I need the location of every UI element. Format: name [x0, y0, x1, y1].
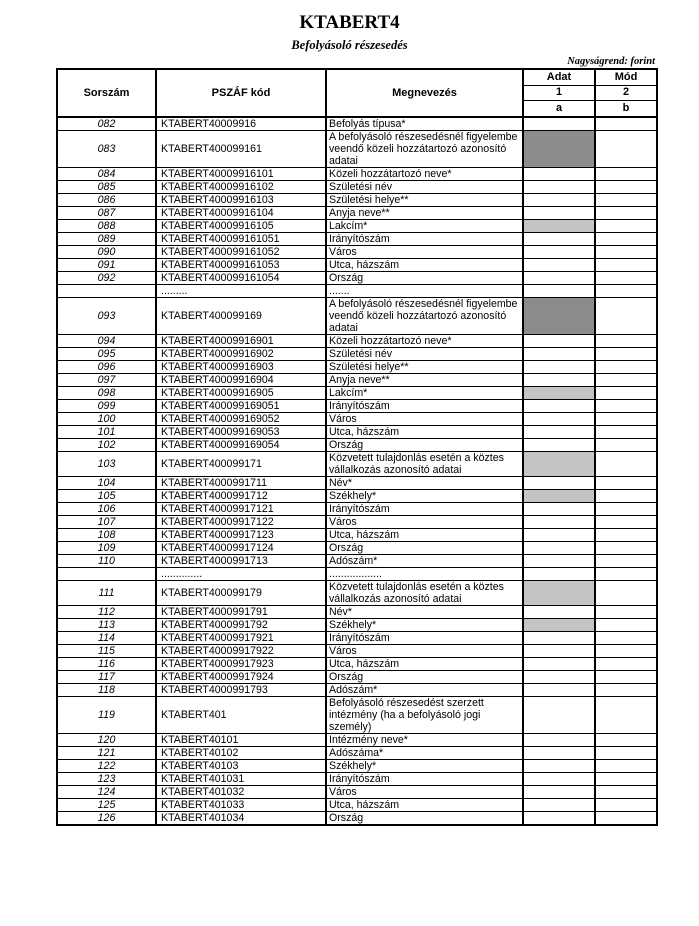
row-name: Utca, házszám	[326, 426, 523, 439]
row-number: 090	[57, 246, 156, 259]
table-row	[57, 697, 657, 734]
row-name: Születési név	[326, 348, 523, 361]
row-mod-cell[interactable]	[595, 697, 657, 734]
row-number: 113	[57, 619, 156, 632]
row-mod-cell[interactable]	[595, 747, 657, 760]
table-row	[57, 747, 657, 760]
row-code: KTABERT4000991712	[156, 490, 326, 503]
col-header-sorszam: Sorszám	[57, 69, 156, 117]
row-name: Anyja neve**	[326, 374, 523, 387]
row-number: 100	[57, 413, 156, 426]
row-adat-cell[interactable]	[523, 194, 595, 207]
table-row	[57, 272, 657, 285]
row-adat-cell[interactable]	[523, 632, 595, 645]
row-number: 105	[57, 490, 156, 503]
row-name: Születési helye**	[326, 361, 523, 374]
row-mod-cell[interactable]	[595, 568, 657, 581]
row-name: Utca, házszám	[326, 529, 523, 542]
row-code: KTABERT400099169052	[156, 413, 326, 426]
row-adat-cell[interactable]	[523, 658, 595, 671]
row-code: KTABERT400099169	[156, 298, 326, 335]
row-name: Intézmény neve*	[326, 734, 523, 747]
row-number: 094	[57, 335, 156, 348]
row-number: 098	[57, 387, 156, 400]
row-code: KTABERT400099161054	[156, 272, 326, 285]
row-adat-cell[interactable]	[523, 606, 595, 619]
row-code: KTABERT400099171	[156, 452, 326, 477]
row-adat-cell[interactable]	[523, 272, 595, 285]
table-row	[57, 168, 657, 181]
row-number: 120	[57, 734, 156, 747]
row-adat-cell[interactable]	[523, 400, 595, 413]
row-code: KTABERT400099169054	[156, 439, 326, 452]
row-adat-cell[interactable]	[523, 555, 595, 568]
row-name: Utca, házszám	[326, 259, 523, 272]
row-name: Születési helye**	[326, 194, 523, 207]
row-code: KTABERT40009916905	[156, 387, 326, 400]
row-name: Adószám*	[326, 555, 523, 568]
row-mod-cell[interactable]	[595, 606, 657, 619]
row-mod-cell[interactable]	[595, 335, 657, 348]
table-row	[57, 555, 657, 568]
row-mod-cell[interactable]	[595, 619, 657, 632]
row-adat-cell[interactable]	[523, 298, 595, 335]
row-code: KTABERT40009917123	[156, 529, 326, 542]
table-row	[57, 734, 657, 747]
row-mod-cell[interactable]	[595, 786, 657, 799]
table-row	[57, 439, 657, 452]
row-number: 122	[57, 760, 156, 773]
row-number: 096	[57, 361, 156, 374]
col-header-mod: Mód	[595, 69, 657, 85]
row-adat-cell[interactable]	[523, 581, 595, 606]
row-adat-cell[interactable]	[523, 387, 595, 400]
unit-note: Nagyságrend: forint	[567, 56, 655, 67]
col-header-megnevezes: Megnevezés	[326, 69, 523, 117]
row-adat-cell[interactable]	[523, 786, 595, 799]
row-adat-cell[interactable]	[523, 645, 595, 658]
table-row	[57, 812, 657, 826]
row-adat-cell[interactable]	[523, 697, 595, 734]
row-code: KTABERT4000991711	[156, 477, 326, 490]
row-mod-cell[interactable]	[595, 272, 657, 285]
row-number: 111	[57, 581, 156, 606]
row-adat-cell[interactable]	[523, 246, 595, 259]
table-row	[57, 387, 657, 400]
table-row	[57, 671, 657, 684]
row-adat-cell[interactable]	[523, 671, 595, 684]
row-adat-cell[interactable]	[523, 168, 595, 181]
row-mod-cell[interactable]	[595, 799, 657, 812]
row-name: Város	[326, 413, 523, 426]
row-name: .......	[326, 285, 523, 298]
table-row	[57, 131, 657, 168]
row-number: 088	[57, 220, 156, 233]
row-code: KTABERT40009916904	[156, 374, 326, 387]
table-row	[57, 773, 657, 786]
row-name: Ország	[326, 812, 523, 826]
row-adat-cell[interactable]	[523, 181, 595, 194]
table-row	[57, 606, 657, 619]
page-title: KTABERT4	[299, 12, 400, 33]
row-code: KTABERT40009916903	[156, 361, 326, 374]
row-code: KTABERT40009916103	[156, 194, 326, 207]
row-mod-cell[interactable]	[595, 773, 657, 786]
page-subtitle: Befolyásoló részesedés	[291, 38, 408, 52]
row-name: Irányítószám	[326, 400, 523, 413]
row-number: 110	[57, 555, 156, 568]
row-name: Utca, házszám	[326, 799, 523, 812]
table-row	[57, 568, 657, 581]
row-code: KTABERT400099169053	[156, 426, 326, 439]
row-number: 124	[57, 786, 156, 799]
table-row	[57, 348, 657, 361]
row-mod-cell[interactable]	[595, 181, 657, 194]
col-header-mod-num: 2	[595, 85, 657, 101]
row-name: Ország	[326, 542, 523, 555]
table-row	[57, 684, 657, 697]
row-adat-cell[interactable]	[523, 799, 595, 812]
row-number: 106	[57, 503, 156, 516]
row-code: KTABERT40009917922	[156, 645, 326, 658]
row-code: KTABERT40009916105	[156, 220, 326, 233]
row-code: KTABERT40009916104	[156, 207, 326, 220]
row-name: Város	[326, 645, 523, 658]
row-name: Befolyás típusa*	[326, 117, 523, 131]
row-name: Közeli hozzátartozó neve*	[326, 168, 523, 181]
table-body	[57, 117, 657, 825]
row-mod-cell[interactable]	[595, 285, 657, 298]
table-row	[57, 581, 657, 606]
table-row	[57, 259, 657, 272]
row-adat-cell[interactable]	[523, 516, 595, 529]
col-header-pszaf: PSZÁF kód	[156, 69, 326, 117]
row-adat-cell[interactable]	[523, 374, 595, 387]
table-row	[57, 799, 657, 812]
row-number: 114	[57, 632, 156, 645]
row-adat-cell[interactable]	[523, 361, 595, 374]
row-code: KTABERT40009917124	[156, 542, 326, 555]
row-number: 108	[57, 529, 156, 542]
row-code: KTABERT40009916102	[156, 181, 326, 194]
row-adat-cell[interactable]	[523, 503, 595, 516]
row-name: Adószám*	[326, 684, 523, 697]
table-row	[57, 490, 657, 503]
row-code: KTABERT40009916901	[156, 335, 326, 348]
row-name: Közeli hozzátartozó neve*	[326, 335, 523, 348]
row-number	[57, 285, 156, 298]
row-code: KTABERT400099179	[156, 581, 326, 606]
table-row	[57, 181, 657, 194]
table-row	[57, 658, 657, 671]
row-code: KTABERT40009916	[156, 117, 326, 131]
row-adat-cell[interactable]	[523, 452, 595, 477]
col-header-adat: Adat	[523, 69, 595, 85]
table-row	[57, 233, 657, 246]
row-number: 091	[57, 259, 156, 272]
row-number: 126	[57, 812, 156, 826]
table-row	[57, 207, 657, 220]
row-mod-cell[interactable]	[595, 233, 657, 246]
row-mod-cell[interactable]	[595, 439, 657, 452]
row-code: KTABERT400099161052	[156, 246, 326, 259]
row-name: Születési név	[326, 181, 523, 194]
row-mod-cell[interactable]	[595, 477, 657, 490]
row-mod-cell[interactable]	[595, 374, 657, 387]
row-number: 095	[57, 348, 156, 361]
table-row	[57, 645, 657, 658]
row-number: 104	[57, 477, 156, 490]
table-row	[57, 246, 657, 259]
row-name: Ország	[326, 272, 523, 285]
row-adat-cell[interactable]	[523, 773, 595, 786]
table-row	[57, 619, 657, 632]
row-mod-cell[interactable]	[595, 348, 657, 361]
row-name: ..................	[326, 568, 523, 581]
row-adat-cell[interactable]	[523, 426, 595, 439]
row-code: KTABERT40101	[156, 734, 326, 747]
row-name: Utca, házszám	[326, 658, 523, 671]
row-code: ..............	[156, 568, 326, 581]
row-number: 086	[57, 194, 156, 207]
row-name: A befolyásoló részesedésnél figyelembe veendő közeli hozzátartozó azonosító adatai	[326, 298, 523, 335]
row-adat-cell[interactable]	[523, 734, 595, 747]
row-mod-cell[interactable]	[595, 207, 657, 220]
table-row	[57, 413, 657, 426]
row-number: 121	[57, 747, 156, 760]
row-number: 103	[57, 452, 156, 477]
row-number: 099	[57, 400, 156, 413]
row-adat-cell[interactable]	[523, 207, 595, 220]
table-row	[57, 452, 657, 477]
row-name: Név*	[326, 606, 523, 619]
table-row	[57, 285, 657, 298]
table-row	[57, 335, 657, 348]
row-number: 089	[57, 233, 156, 246]
row-mod-cell[interactable]	[595, 194, 657, 207]
row-number: 118	[57, 684, 156, 697]
table-row	[57, 503, 657, 516]
row-name: A befolyásoló részesedésnél figyelembe veendő közeli hozzátartozó azonosító adatai	[326, 131, 523, 168]
row-adat-cell[interactable]	[523, 747, 595, 760]
row-number: 116	[57, 658, 156, 671]
row-code: KTABERT40009917924	[156, 671, 326, 684]
row-mod-cell[interactable]	[595, 542, 657, 555]
row-name: Irányítószám	[326, 233, 523, 246]
row-adat-cell[interactable]	[523, 285, 595, 298]
row-mod-cell[interactable]	[595, 555, 657, 568]
row-mod-cell[interactable]	[595, 684, 657, 697]
row-number: 084	[57, 168, 156, 181]
row-mod-cell[interactable]	[595, 131, 657, 168]
row-mod-cell[interactable]	[595, 426, 657, 439]
row-number: 092	[57, 272, 156, 285]
row-adat-cell[interactable]	[523, 117, 595, 131]
row-name: Irányítószám	[326, 632, 523, 645]
row-adat-cell[interactable]	[523, 233, 595, 246]
table-row	[57, 426, 657, 439]
row-adat-cell[interactable]	[523, 760, 595, 773]
row-mod-cell[interactable]	[595, 503, 657, 516]
row-mod-cell[interactable]	[595, 516, 657, 529]
row-name: Város	[326, 786, 523, 799]
row-name: Lakcím*	[326, 387, 523, 400]
row-number: 083	[57, 131, 156, 168]
row-code: KTABERT40103	[156, 760, 326, 773]
row-number: 097	[57, 374, 156, 387]
table-row	[57, 760, 657, 773]
row-adat-cell[interactable]	[523, 568, 595, 581]
row-number: 102	[57, 439, 156, 452]
row-code: KTABERT40009916101	[156, 168, 326, 181]
row-name: Anyja neve**	[326, 207, 523, 220]
row-number: 115	[57, 645, 156, 658]
table-row	[57, 400, 657, 413]
row-mod-cell[interactable]	[595, 117, 657, 131]
row-name: Irányítószám	[326, 503, 523, 516]
row-name: Város	[326, 516, 523, 529]
row-mod-cell[interactable]	[595, 658, 657, 671]
row-adat-cell[interactable]	[523, 220, 595, 233]
table-row	[57, 542, 657, 555]
row-number: 107	[57, 516, 156, 529]
row-name: Befolyásoló részesedést szerzett intézmény (ha a befolyásoló jogi személy)	[326, 697, 523, 734]
row-mod-cell[interactable]	[595, 387, 657, 400]
row-code: KTABERT40102	[156, 747, 326, 760]
row-code: KTABERT40009916902	[156, 348, 326, 361]
row-number: 125	[57, 799, 156, 812]
table-row	[57, 477, 657, 490]
row-mod-cell[interactable]	[595, 298, 657, 335]
row-number: 087	[57, 207, 156, 220]
row-code: KTABERT4000991793	[156, 684, 326, 697]
row-code: KTABERT4000991792	[156, 619, 326, 632]
row-number: 093	[57, 298, 156, 335]
row-adat-cell[interactable]	[523, 812, 595, 826]
row-code: KTABERT401034	[156, 812, 326, 826]
row-number: 123	[57, 773, 156, 786]
row-number: 109	[57, 542, 156, 555]
row-code: KTABERT401033	[156, 799, 326, 812]
col-header-mod-letter: b	[595, 101, 657, 117]
row-code: KTABERT401031	[156, 773, 326, 786]
table-row	[57, 786, 657, 799]
row-adat-cell[interactable]	[523, 529, 595, 542]
table-row	[57, 632, 657, 645]
row-adat-cell[interactable]	[523, 439, 595, 452]
row-name: Közvetett tulajdonlás esetén a köztes vállalkozás azonosító adatai	[326, 452, 523, 477]
table-row	[57, 194, 657, 207]
row-number: 101	[57, 426, 156, 439]
row-adat-cell[interactable]	[523, 131, 595, 168]
row-mod-cell[interactable]	[595, 529, 657, 542]
row-adat-cell[interactable]	[523, 348, 595, 361]
row-name: Város	[326, 246, 523, 259]
row-mod-cell[interactable]	[595, 490, 657, 503]
col-header-adat-num: 1	[523, 85, 595, 101]
row-mod-cell[interactable]	[595, 760, 657, 773]
row-code: KTABERT4000991791	[156, 606, 326, 619]
row-mod-cell[interactable]	[595, 632, 657, 645]
row-mod-cell[interactable]	[595, 361, 657, 374]
row-mod-cell[interactable]	[595, 734, 657, 747]
row-code: KTABERT401	[156, 697, 326, 734]
table-row	[57, 529, 657, 542]
row-code: KTABERT40009917122	[156, 516, 326, 529]
row-mod-cell[interactable]	[595, 671, 657, 684]
row-mod-cell[interactable]	[595, 812, 657, 826]
row-number: 082	[57, 117, 156, 131]
row-mod-cell[interactable]	[595, 400, 657, 413]
row-name: Közvetett tulajdonlás esetén a köztes vállalkozás azonosító adatai	[326, 581, 523, 606]
row-name: Adószáma*	[326, 747, 523, 760]
row-adat-cell[interactable]	[523, 684, 595, 697]
row-name: Székhely*	[326, 490, 523, 503]
row-code: KTABERT40009917923	[156, 658, 326, 671]
row-mod-cell[interactable]	[595, 259, 657, 272]
table-row	[57, 220, 657, 233]
data-table	[56, 68, 658, 826]
row-code: KTABERT40009917921	[156, 632, 326, 645]
row-code: KTABERT400099161053	[156, 259, 326, 272]
row-code: KTABERT400099161	[156, 131, 326, 168]
row-code: .........	[156, 285, 326, 298]
row-mod-cell[interactable]	[595, 413, 657, 426]
row-mod-cell[interactable]	[595, 168, 657, 181]
row-adat-cell[interactable]	[523, 413, 595, 426]
row-adat-cell[interactable]	[523, 490, 595, 503]
row-code: KTABERT400099161051	[156, 233, 326, 246]
row-number: 117	[57, 671, 156, 684]
row-code: KTABERT4000991713	[156, 555, 326, 568]
row-adat-cell[interactable]	[523, 619, 595, 632]
table-row	[57, 361, 657, 374]
row-mod-cell[interactable]	[595, 246, 657, 259]
row-code: KTABERT401032	[156, 786, 326, 799]
row-adat-cell[interactable]	[523, 259, 595, 272]
row-name: Ország	[326, 439, 523, 452]
table-row	[57, 374, 657, 387]
row-number: 085	[57, 181, 156, 194]
table-row	[57, 117, 657, 131]
table-row	[57, 516, 657, 529]
row-number: 119	[57, 697, 156, 734]
row-adat-cell[interactable]	[523, 542, 595, 555]
row-mod-cell[interactable]	[595, 645, 657, 658]
row-name: Székhely*	[326, 619, 523, 632]
row-name: Ország	[326, 671, 523, 684]
table-row	[57, 298, 657, 335]
col-header-adat-letter: a	[523, 101, 595, 117]
row-mod-cell[interactable]	[595, 581, 657, 606]
row-name: Lakcím*	[326, 220, 523, 233]
row-number: 112	[57, 606, 156, 619]
row-name: Név*	[326, 477, 523, 490]
row-name: Székhely*	[326, 760, 523, 773]
row-code: KTABERT400099169051	[156, 400, 326, 413]
row-adat-cell[interactable]	[523, 335, 595, 348]
row-adat-cell[interactable]	[523, 477, 595, 490]
row-code: KTABERT40009917121	[156, 503, 326, 516]
row-name: Irányítószám	[326, 773, 523, 786]
row-mod-cell[interactable]	[595, 220, 657, 233]
row-mod-cell[interactable]	[595, 452, 657, 477]
row-number	[57, 568, 156, 581]
